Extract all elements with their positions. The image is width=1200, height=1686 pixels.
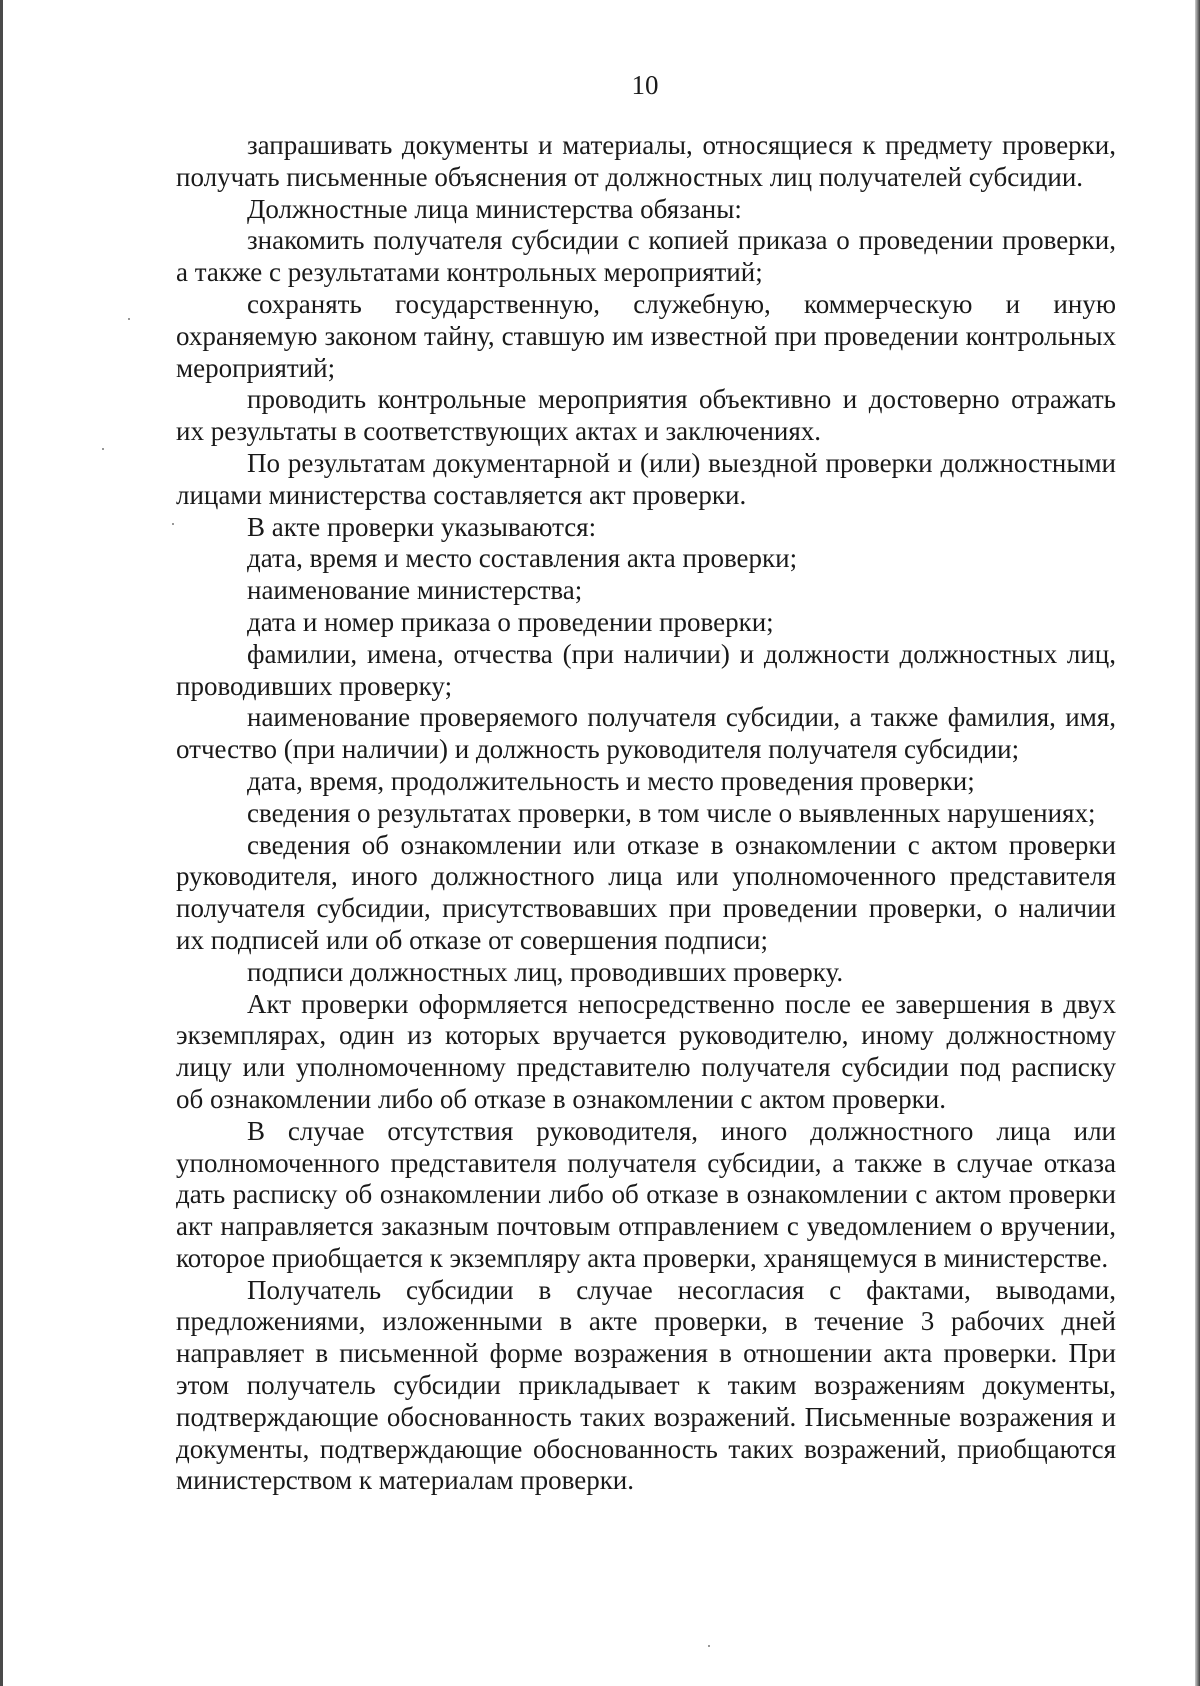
paragraph: сохранять государственную, служебную, коммерческую и иную охраняемую законом тайну, ставшую им известной при проведении контрольных мероприятий; bbox=[176, 288, 1116, 383]
scan-speck bbox=[128, 318, 130, 320]
paragraph: запрашивать документы и материалы, относящиеся к предмету проверки, получать письменные объяснения от должностных лиц получателей субсидии. bbox=[176, 130, 1116, 192]
paragraph: В случае отсутствия руководителя, иного должностного лица или уполномоченного представителя получателя субсидии, а также в случае отказа дать расписку об ознакомлении либо об отказе в ознакомлении с актом проверки акт направляется заказным почтовым отправлением с уведомлением о вручении, которое приобщается к экземпляру акта проверки, хранящемуся в министерстве. bbox=[176, 1115, 1116, 1273]
document-body bbox=[176, 130, 1116, 1497]
paragraph: В акте проверки указываются: bbox=[247, 511, 597, 542]
list-item: дата, время, продолжительность и место проведения проверки; bbox=[247, 765, 975, 796]
list-item: фамилии, имена, отчества (при наличии) и должности должностных лиц, проводивших проверку; bbox=[176, 638, 1116, 701]
paragraph: Должностные лица министерства обязаны: bbox=[247, 193, 742, 224]
paragraph: знакомить получателя субсидии с копией приказа о проведении проверки, а также с результатами контрольных мероприятий; bbox=[176, 225, 1116, 288]
scan-speck bbox=[102, 448, 104, 450]
list-item: наименование проверяемого получателя субсидии, а также фамилия, имя, отчество (при наличии) и должность руководителя получателя субсидии; bbox=[176, 702, 1116, 765]
paragraph: Акт проверки оформляется непосредственно после ее завершения в двух экземплярах, один из которых вручается руководителю, иному должностному лицу или уполномоченному представителю получателя субсидии под расписку об ознакомлении либо об отказе в ознакомлении с актом проверки. bbox=[176, 988, 1116, 1114]
list-item: наименование министерства; bbox=[247, 575, 583, 606]
page-number: 10 bbox=[631, 70, 659, 100]
list-item: дата и номер приказа о проведении проверки; bbox=[247, 606, 774, 637]
paragraph: проводить контрольные мероприятия объективно и достоверно отражать их результаты в соответствующих актах и заключениях. bbox=[176, 384, 1116, 447]
page-right-edge bbox=[1195, 0, 1200, 1686]
list-item: сведения об ознакомлении или отказе в ознакомлении с актом проверки руководителя, иного должностного лица или уполномоченного представителя получателя субсидии, присутствовавших при проведении проверки, о наличии их подписей или об отказе от совершения подписи; bbox=[176, 829, 1116, 955]
scan-speck bbox=[708, 1645, 710, 1647]
scan-speck bbox=[172, 523, 174, 525]
paragraph: По результатам документарной и (или) выездной проверки должностными лицами министерства составляется акт проверки. bbox=[176, 447, 1116, 510]
page-left-edge bbox=[0, 0, 3, 1686]
paragraph: Получатель субсидии в случае несогласия с фактами, выводами, предложениями, изложенными в акте проверки, в течение 3 рабочих дней направляет в письменной форме возражения в отношении акта проверки. При этом получатель субсидии прикладывает к таким возражениям документы, подтверждающие обоснованность таких возражений. Письменные возражения и документы, подтверждающие обоснованность таких возражений, приобщаются министерством к материалам проверки. bbox=[176, 1274, 1116, 1496]
list-item: сведения о результатах проверки, в том числе о выявленных нарушениях; bbox=[247, 797, 1096, 828]
list-item: дата, время и место составления акта проверки; bbox=[247, 543, 798, 574]
list-item: подписи должностных лиц, проводивших проверку. bbox=[247, 956, 844, 987]
